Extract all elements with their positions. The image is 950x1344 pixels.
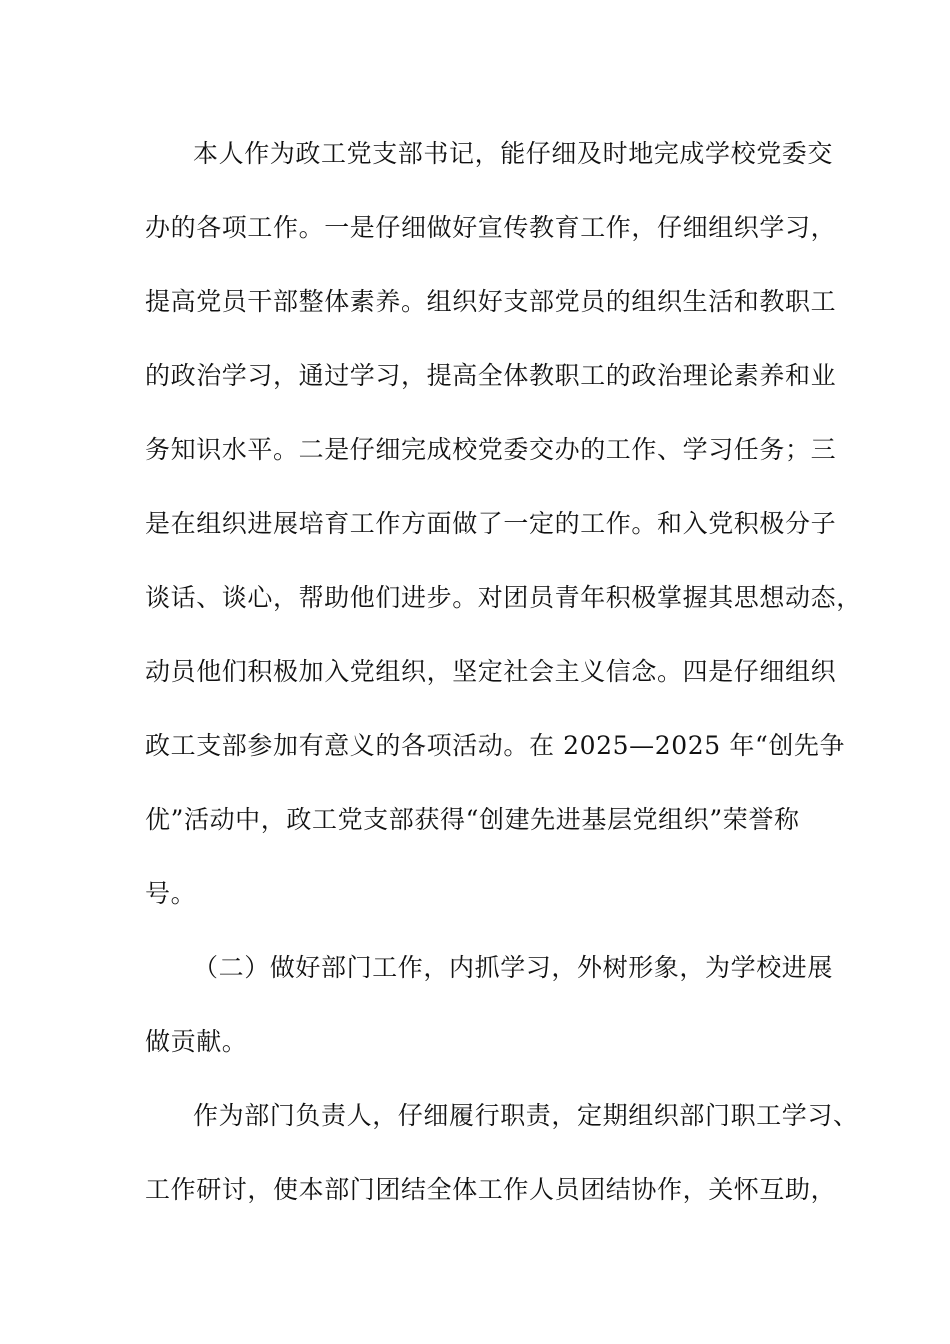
paragraph-line: 谈话、谈心，帮助他们进步。对团员青年积极掌握其思想动态，	[145, 583, 862, 612]
paragraph-line: 务知识水平。二是仔细完成校党委交办的工作、学习任务；三	[145, 435, 837, 464]
paragraph-line: 作为部门负责人，仔细履行职责，定期组织部门职工学习、	[193, 1101, 859, 1130]
section-heading-line: 做贡献。	[145, 1027, 248, 1056]
paragraph-line: 号。	[145, 879, 197, 908]
paragraph-line: 提高党员干部整体素养。组织好支部党员的组织生活和教职工	[145, 287, 837, 316]
paragraph-line: 优”活动中，政工党支部获得“创建先进基层党组织”荣誉称	[145, 805, 800, 834]
paragraph-line: 工作研讨，使本部门团结全体工作人员团结协作，关怀互助，	[145, 1175, 837, 1204]
paragraph-line: 是在组织进展培育工作方面做了一定的工作。和入党积极分子	[145, 509, 837, 538]
section-heading-line: （二）做好部门工作，内抓学习，外树形象，为学校进展	[193, 953, 834, 982]
paragraph-line: 政工支部参加有意义的各项活动。在 2025—2025 年“创先争	[145, 731, 846, 760]
paragraph-line: 办的各项工作。一是仔细做好宣传教育工作，仔细组织学习，	[145, 213, 837, 242]
paragraph-line: 的政治学习，通过学习，提高全体教职工的政治理论素养和业	[145, 361, 837, 390]
paragraph-line: 本人作为政工党支部书记，能仔细及时地完成学校党委交	[193, 139, 834, 168]
paragraph-line: 动员他们积极加入党组织，坚定社会主义信念。四是仔细组织	[145, 657, 837, 686]
